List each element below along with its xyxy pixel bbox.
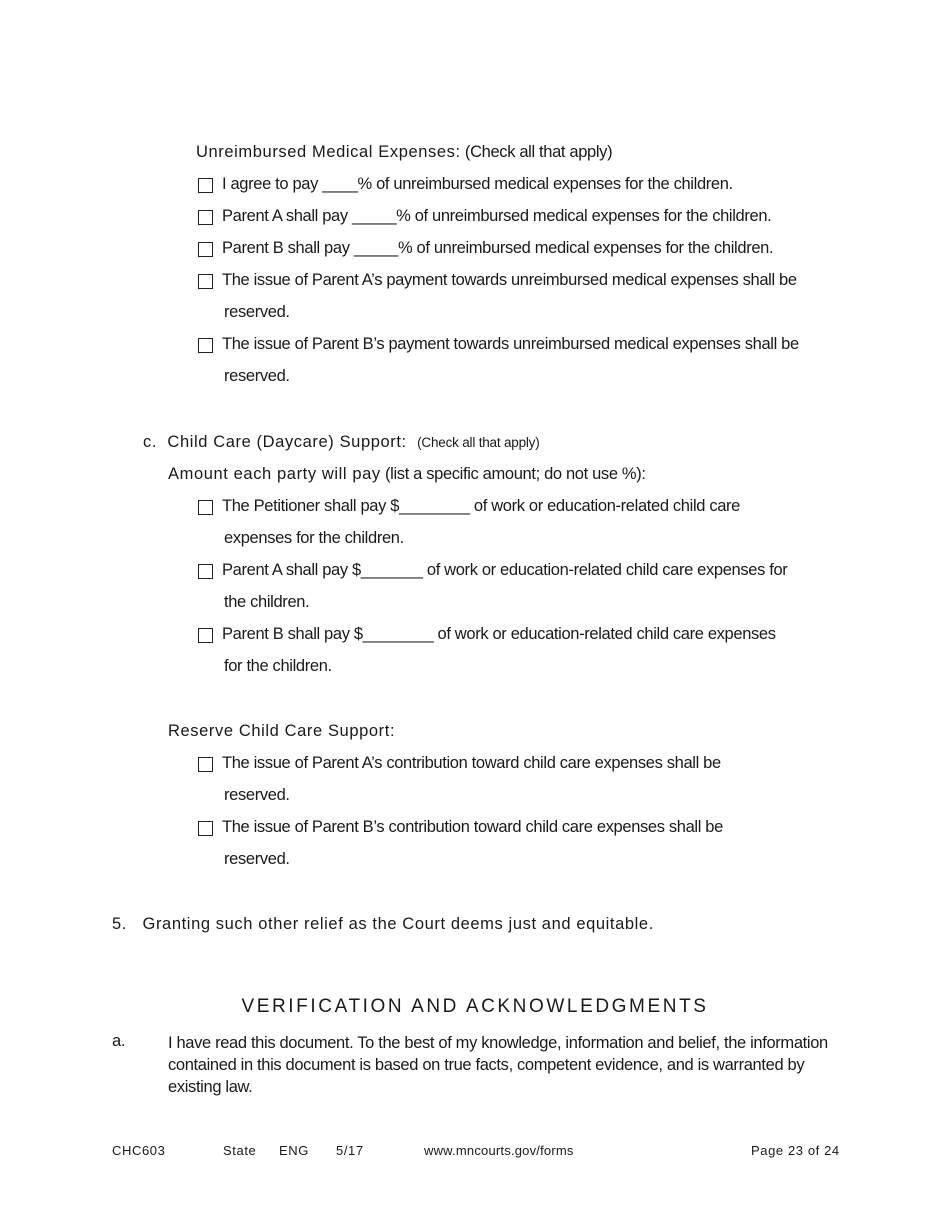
child-care-marker: c. [143, 433, 158, 451]
item-5 [112, 915, 654, 934]
medical-option-parent-a: Parent A shall pay _____% of unreimbursed medical expenses for the children. [222, 207, 772, 225]
medical-option-reserve-b-cont: reserved. [224, 367, 290, 385]
medical-option-reserve-a: The issue of Parent A’s payment towards unreimbursed medical expenses shall be [222, 271, 797, 289]
child-care-option-petitioner: The Petitioner shall pay $________ of work or education-related child care [222, 497, 741, 515]
child-care-checkbox-parent-a[interactable] [198, 564, 213, 579]
child-care-option-petitioner-cont: expenses for the children. [224, 529, 404, 547]
amount-heading-note: (list a specific amount; do not use %): [380, 465, 646, 483]
medical-option-reserve-a-cont: reserved. [224, 303, 290, 321]
medical-checkbox-reserve-a[interactable] [198, 274, 213, 289]
medical-checkbox-agree[interactable] [198, 178, 213, 193]
medical-expenses-heading [196, 143, 612, 162]
footer-jurisdiction: State [223, 1143, 257, 1158]
medical-option-parent-b: Parent B shall pay _____% of unreimbursed medical expenses for the children. [222, 239, 774, 257]
medical-checkbox-parent-b[interactable] [198, 242, 213, 257]
child-care-checkbox-petitioner[interactable] [198, 500, 213, 515]
verification-text: I have read this document. To the best of my knowledge, information and belief, the information contained in this document is based on true facts, competent evidence, and is warranted by existing law. [168, 1034, 828, 1096]
child-care-heading [143, 433, 540, 452]
child-care-note: (Check all that apply) [417, 435, 540, 450]
item-5-number: 5. [112, 915, 127, 933]
child-care-heading-label: Child Care (Daycare) Support: [167, 433, 407, 451]
child-care-option-parent-a: Parent A shall pay $_______ of work or education-related child care expenses for [222, 561, 788, 579]
footer-form-id: CHC603 [112, 1143, 166, 1158]
amount-heading-label: Amount each party will pay [168, 465, 381, 483]
amount-heading [168, 465, 646, 484]
child-care-option-parent-b: Parent B shall pay $________ of work or education-related child care expenses [222, 625, 776, 643]
reserve-option-parent-a: The issue of Parent A’s contribution toward child care expenses shall be [222, 754, 721, 772]
medical-checkbox-reserve-b[interactable] [198, 338, 213, 353]
medical-expenses-note: (Check all that apply) [460, 143, 613, 161]
reserve-option-parent-a-cont: reserved. [224, 786, 290, 804]
medical-checkbox-parent-a[interactable] [198, 210, 213, 225]
reserve-checkbox-parent-b[interactable] [198, 821, 213, 836]
reserve-checkbox-parent-a[interactable] [198, 757, 213, 772]
medical-option-agree: I agree to pay ____% of unreimbursed medical expenses for the children. [222, 175, 733, 193]
footer-revision: 5/17 [336, 1143, 364, 1158]
child-care-checkbox-parent-b[interactable] [198, 628, 213, 643]
footer-language: ENG [279, 1143, 309, 1158]
footer-url[interactable]: www.mncourts.gov/forms [424, 1143, 574, 1158]
child-care-option-parent-a-cont: the children. [224, 593, 310, 611]
child-care-option-parent-b-cont: for the children. [224, 657, 332, 675]
medical-expenses-heading-label: Unreimbursed Medical Expenses: [196, 143, 461, 161]
medical-option-reserve-b: The issue of Parent B’s payment towards unreimbursed medical expenses shall be [222, 335, 799, 353]
reserve-option-parent-b-cont: reserved. [224, 850, 290, 868]
reserve-child-care-heading: Reserve Child Care Support: [168, 722, 396, 740]
footer-page-number: Page 23 of 24 [751, 1143, 840, 1158]
reserve-option-parent-b: The issue of Parent B’s contribution toward child care expenses shall be [222, 818, 723, 836]
verification-heading: VERIFICATION AND ACKNOWLEDGMENTS [241, 996, 709, 1017]
item-5-text: Granting such other relief as the Court deems just and equitable. [142, 915, 654, 933]
verification-marker: a. [112, 1032, 126, 1050]
